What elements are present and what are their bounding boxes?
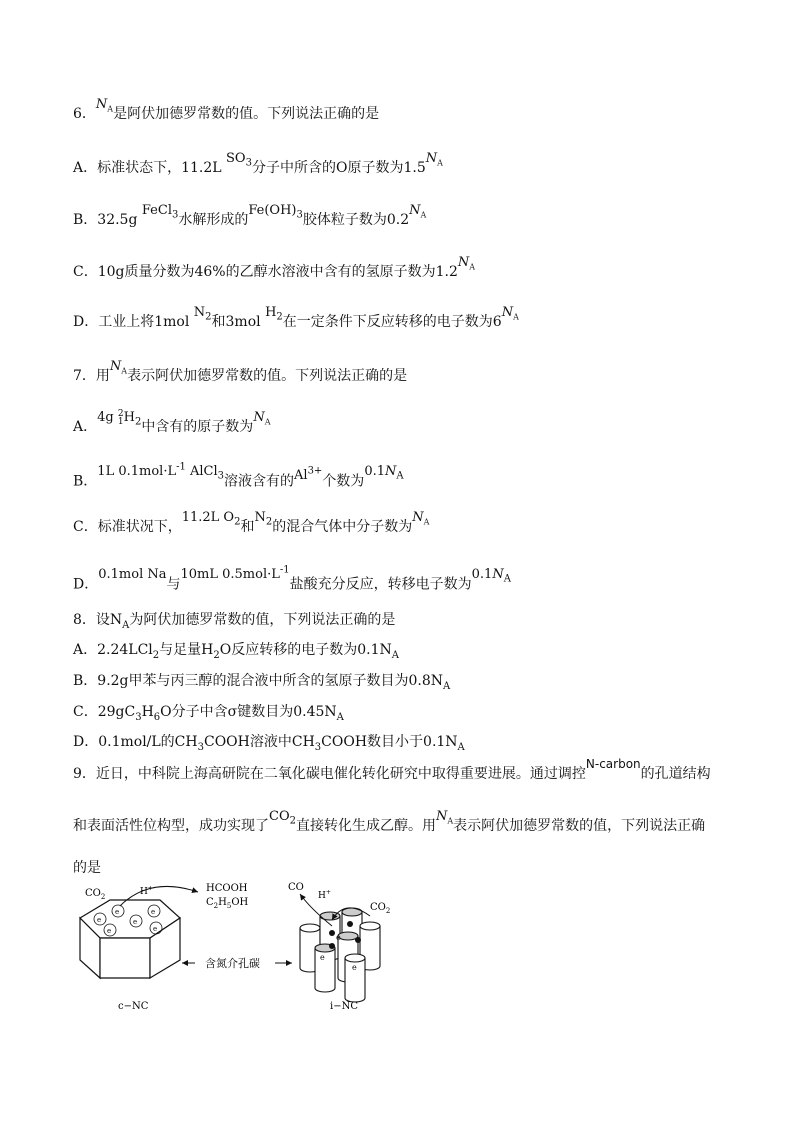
q9-line-3: 的是: [73, 860, 101, 876]
q8-stem: 8．设$N_A$为阿伏加德罗常数的值，下列说法正确的是: [73, 612, 396, 631]
product-ethanol: $C_2H_5OH$: [206, 897, 249, 910]
svg-text:e: e: [151, 908, 156, 916]
q6-stem: 6．$N_A$是阿伏加德罗常数的值。下列说法正确的是: [73, 97, 380, 122]
q7-option-a: A．4g 2 $1H_2$中含有的原子数为$N_A$: [73, 408, 271, 435]
q7-option-b: B．1L $0.1mol\cdot L^{-1}$ AlCl$_3$溶液含有的$Al^{3+}$个数为$0.1N_A$: [73, 462, 404, 490]
svg-text:e: e: [320, 953, 325, 962]
svg-text:e: e: [115, 908, 120, 916]
q8-option-d: D．0.1mol/L的$CH_3COOH$溶液中$CH_3COOH$数目小于$0.1N_A$: [73, 734, 465, 753]
right-h-plus-label: H+: [318, 889, 331, 901]
left-caption: c−NC: [118, 1001, 149, 1012]
q7-option-c: C．标准状况下，11.2L $O_2$和$N_2$的混合气体中分子数为$N_A$: [73, 510, 430, 535]
q9-line-2: 和表面活性位构型，成功实现了$CO_2$直接转化生成乙醇。用$N_A$表示阿伏加德罗常数的值，下列说法正确: [73, 809, 706, 834]
right-co-label: CO: [288, 882, 304, 893]
left-co2-label: $CO_2$: [85, 888, 106, 901]
i-nc-cylinders: [300, 908, 380, 1002]
svg-text:e: e: [352, 963, 357, 972]
catalyst-diagram: [70, 878, 410, 1018]
svg-text:e: e: [97, 916, 102, 924]
q6-option-d: D．工业上将1mol $N_2$和3mol $H_2$在一定条件下反应转移的电子数为$6N_A$: [73, 305, 519, 330]
right-caption: i−NC: [330, 1001, 358, 1012]
q6-option-b: B．32.5g FeCl$_3$水解形成的$Fe(OH)_3$胶体粒子数为$0.2N_A$: [73, 203, 427, 228]
svg-text:e: e: [133, 918, 138, 926]
svg-text:e: e: [153, 925, 158, 933]
q6-option-a: A．标准状态下，11.2L $SO_3$分子中所含的O原子数为$1.5N_A$: [73, 151, 443, 176]
product-hcooh: HCOOH: [206, 883, 248, 894]
q8-option-b: B．9.2g甲苯与丙三醇的混合液中所含的氢原子数目为$0.8N_A$: [73, 673, 451, 692]
q9-line-1: 9．近日，中科院上海高研院在二氧化碳电催化转化研究中取得重要进展。通过调控N-carbon的孔道结构: [73, 757, 711, 782]
right-co2-label: $CO_2$: [370, 902, 391, 915]
q8-option-c: C．$29gC_3H_6O$分子中含σ键数目为$0.45N_A$: [73, 704, 344, 723]
svg-text:e: e: [336, 933, 341, 942]
q8-option-a: A．2.24LCl$_2$与足量$H_2O$反应转移的电子数为$0.1N_A$: [73, 642, 399, 661]
q7-stem: 7．用$N_A$表示阿伏加德罗常数的值。下列说法正确的是: [73, 359, 408, 384]
h-plus-label: H+: [140, 885, 153, 897]
c-nc-prism: [80, 900, 180, 978]
center-label: 含氮介孔碳: [205, 957, 260, 970]
q6-option-c: C．10g质量分数为46%的乙醇水溶液中含有的氢原子数为$1.2N_A$: [73, 255, 476, 280]
na-symbol: $N_A$: [95, 97, 114, 114]
svg-text:e: e: [107, 927, 112, 935]
q7-option-d: D．0.1mol Na与10mL $0.5mol\cdot L^{-1}$盐酸充分反应，转移电子数为$0.1N_A$: [73, 565, 511, 593]
